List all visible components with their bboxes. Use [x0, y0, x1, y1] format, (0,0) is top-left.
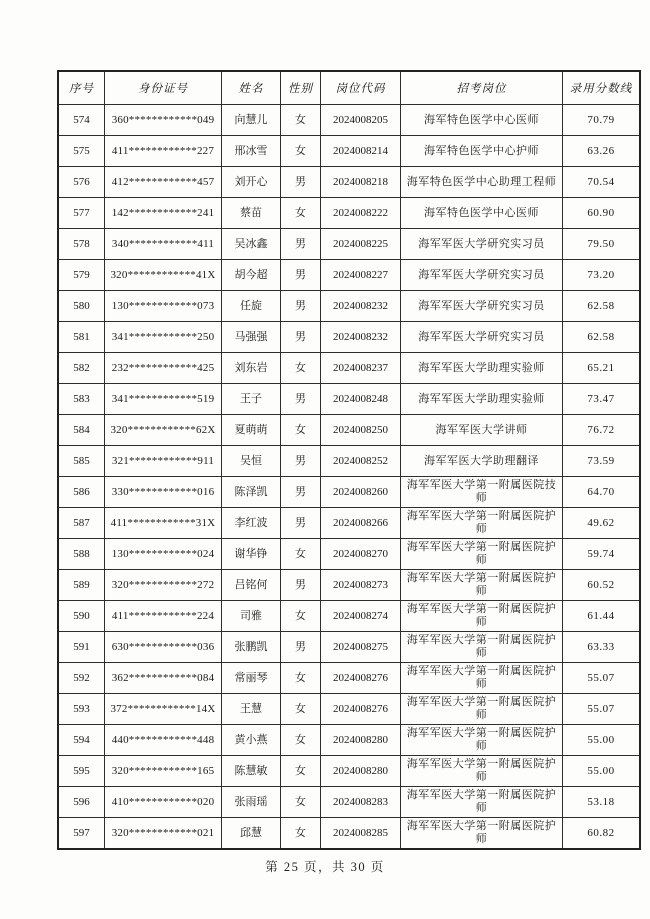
- table-row: [58, 291, 640, 322]
- cell-position: 海军军医大学第一附属医院技师: [401, 477, 563, 508]
- cell-id-number: 341************250: [105, 322, 222, 353]
- cell-serial: 587: [58, 508, 105, 539]
- cell-score: 53.18: [563, 787, 641, 818]
- cell-serial: 577: [58, 198, 105, 229]
- cell-gender: 男: [281, 632, 321, 663]
- table-row: [58, 477, 640, 508]
- table-row: [58, 136, 640, 167]
- cell-name: 吕铭何: [222, 570, 281, 601]
- cell-position: 海军军医大学第一附属医院护师: [401, 601, 563, 632]
- cell-position: 海军军医大学第一附属医院护师: [401, 539, 563, 570]
- cell-id-number: 320************41X: [105, 260, 222, 291]
- cell-name: 常丽琴: [222, 663, 281, 694]
- cell-id-number: 411************227: [105, 136, 222, 167]
- cell-position: 海军军医大学研究实习员: [401, 322, 563, 353]
- cell-job-code: 2024008222: [321, 198, 401, 229]
- cell-name: 任旋: [222, 291, 281, 322]
- cell-score: 60.82: [563, 818, 641, 850]
- cell-score: 79.50: [563, 229, 641, 260]
- cell-score: 55.00: [563, 725, 641, 756]
- cell-job-code: 2024008248: [321, 384, 401, 415]
- cell-job-code: 2024008280: [321, 756, 401, 787]
- cell-gender: 男: [281, 570, 321, 601]
- cell-serial: 581: [58, 322, 105, 353]
- table-row: [58, 260, 640, 291]
- cell-gender: 男: [281, 477, 321, 508]
- cell-score: 70.79: [563, 105, 641, 136]
- cell-gender: 女: [281, 105, 321, 136]
- cell-serial: 590: [58, 601, 105, 632]
- cell-id-number: 320************165: [105, 756, 222, 787]
- cell-job-code: 2024008276: [321, 694, 401, 725]
- table-header-row: [58, 71, 640, 105]
- table-body: [58, 105, 640, 850]
- cell-id-number: 320************021: [105, 818, 222, 850]
- cell-gender: 女: [281, 663, 321, 694]
- cell-serial: 582: [58, 353, 105, 384]
- cell-name: 刘开心: [222, 167, 281, 198]
- cell-position: 海军军医大学第一附属医院护师: [401, 756, 563, 787]
- column-header-job-code: 岗位代码: [321, 71, 401, 105]
- cell-name: 夏萌萌: [222, 415, 281, 446]
- cell-score: 73.20: [563, 260, 641, 291]
- cell-serial: 579: [58, 260, 105, 291]
- cell-name: 向慧儿: [222, 105, 281, 136]
- cell-job-code: 2024008218: [321, 167, 401, 198]
- cell-gender: 女: [281, 787, 321, 818]
- table-row: [58, 415, 640, 446]
- cell-name: 胡今超: [222, 260, 281, 291]
- column-header-gender: 性别: [281, 71, 321, 105]
- cell-score: 55.07: [563, 694, 641, 725]
- cell-job-code: 2024008232: [321, 322, 401, 353]
- cell-serial: 578: [58, 229, 105, 260]
- cell-position: 海军特色医学中心医师: [401, 105, 563, 136]
- cell-job-code: 2024008260: [321, 477, 401, 508]
- cell-score: 61.44: [563, 601, 641, 632]
- page-number-text: 第 25 页，共 30 页: [265, 860, 385, 874]
- cell-job-code: 2024008273: [321, 570, 401, 601]
- cell-job-code: 2024008227: [321, 260, 401, 291]
- cell-position: 海军特色医学中心护师: [401, 136, 563, 167]
- cell-position: 海军军医大学第一附属医院护师: [401, 508, 563, 539]
- cell-job-code: 2024008266: [321, 508, 401, 539]
- cell-job-code: 2024008237: [321, 353, 401, 384]
- cell-id-number: 372************14X: [105, 694, 222, 725]
- table-row: [58, 167, 640, 198]
- column-header-score-line: 录用分数线: [563, 71, 641, 105]
- column-header-name: 姓名: [222, 71, 281, 105]
- table-row: [58, 632, 640, 663]
- cell-name: 李红波: [222, 508, 281, 539]
- cell-name: 邱慧: [222, 818, 281, 850]
- cell-serial: 588: [58, 539, 105, 570]
- cell-gender: 男: [281, 229, 321, 260]
- cell-score: 64.70: [563, 477, 641, 508]
- cell-name: 马强强: [222, 322, 281, 353]
- cell-serial: 583: [58, 384, 105, 415]
- cell-position: 海军军医大学第一附属医院护师: [401, 663, 563, 694]
- cell-score: 60.52: [563, 570, 641, 601]
- cell-position: 海军特色医学中心医师: [401, 198, 563, 229]
- cell-name: 邢冰雪: [222, 136, 281, 167]
- cell-id-number: 341************519: [105, 384, 222, 415]
- cell-id-number: 412************457: [105, 167, 222, 198]
- cell-gender: 男: [281, 384, 321, 415]
- cell-score: 55.07: [563, 663, 641, 694]
- cell-gender: 女: [281, 136, 321, 167]
- cell-serial: 593: [58, 694, 105, 725]
- table-row: [58, 198, 640, 229]
- cell-serial: 575: [58, 136, 105, 167]
- cell-position: 海军军医大学助理翻译: [401, 446, 563, 477]
- table-row: [58, 694, 640, 725]
- cell-id-number: 142************241: [105, 198, 222, 229]
- cell-name: 黄小燕: [222, 725, 281, 756]
- cell-position: 海军军医大学第一附属医院护师: [401, 570, 563, 601]
- cell-id-number: 232************425: [105, 353, 222, 384]
- cell-position: 海军军医大学研究实习员: [401, 260, 563, 291]
- cell-serial: 584: [58, 415, 105, 446]
- cell-position: 海军军医大学助理实验师: [401, 384, 563, 415]
- cell-id-number: 411************31X: [105, 508, 222, 539]
- cell-job-code: 2024008214: [321, 136, 401, 167]
- table-row: [58, 818, 640, 850]
- recruitment-score-table: [57, 70, 641, 850]
- cell-score: 60.90: [563, 198, 641, 229]
- cell-serial: 595: [58, 756, 105, 787]
- page-footer: [0, 857, 650, 875]
- cell-id-number: 411************224: [105, 601, 222, 632]
- cell-job-code: 2024008270: [321, 539, 401, 570]
- cell-score: 76.72: [563, 415, 641, 446]
- cell-name: 陈慧敏: [222, 756, 281, 787]
- cell-gender: 男: [281, 291, 321, 322]
- cell-serial: 596: [58, 787, 105, 818]
- cell-name: 张鹏凯: [222, 632, 281, 663]
- cell-id-number: 410************020: [105, 787, 222, 818]
- cell-score: 63.33: [563, 632, 641, 663]
- cell-score: 70.54: [563, 167, 641, 198]
- cell-job-code: 2024008250: [321, 415, 401, 446]
- cell-position: 海军军医大学第一附属医院护师: [401, 694, 563, 725]
- cell-job-code: 2024008283: [321, 787, 401, 818]
- cell-job-code: 2024008225: [321, 229, 401, 260]
- cell-name: 谢华铮: [222, 539, 281, 570]
- cell-id-number: 320************272: [105, 570, 222, 601]
- cell-position: 海军军医大学第一附属医院护师: [401, 725, 563, 756]
- cell-gender: 男: [281, 322, 321, 353]
- table-row: [58, 787, 640, 818]
- cell-position: 海军军医大学助理实验师: [401, 353, 563, 384]
- cell-position: 海军军医大学研究实习员: [401, 229, 563, 260]
- cell-name: 司雅: [222, 601, 281, 632]
- cell-name: 吴冰鑫: [222, 229, 281, 260]
- cell-name: 王慧: [222, 694, 281, 725]
- cell-serial: 574: [58, 105, 105, 136]
- cell-gender: 女: [281, 694, 321, 725]
- cell-score: 73.59: [563, 446, 641, 477]
- cell-job-code: 2024008280: [321, 725, 401, 756]
- cell-serial: 597: [58, 818, 105, 850]
- column-header-position: 招考岗位: [401, 71, 563, 105]
- cell-position: 海军军医大学讲师: [401, 415, 563, 446]
- cell-id-number: 362************084: [105, 663, 222, 694]
- table-row: [58, 105, 640, 136]
- cell-score: 59.74: [563, 539, 641, 570]
- cell-id-number: 360************049: [105, 105, 222, 136]
- cell-serial: 586: [58, 477, 105, 508]
- cell-score: 62.58: [563, 322, 641, 353]
- cell-name: 蔡苗: [222, 198, 281, 229]
- table-row: [58, 446, 640, 477]
- cell-gender: 女: [281, 415, 321, 446]
- cell-score: 73.47: [563, 384, 641, 415]
- table-row: [58, 756, 640, 787]
- table-row: [58, 725, 640, 756]
- table-row: [58, 508, 640, 539]
- table-head: [58, 71, 640, 105]
- cell-score: 49.62: [563, 508, 641, 539]
- cell-serial: 592: [58, 663, 105, 694]
- cell-serial: 580: [58, 291, 105, 322]
- cell-id-number: 630************036: [105, 632, 222, 663]
- table-row: [58, 384, 640, 415]
- cell-gender: 女: [281, 539, 321, 570]
- cell-job-code: 2024008285: [321, 818, 401, 850]
- table-row: [58, 539, 640, 570]
- cell-gender: 女: [281, 818, 321, 850]
- cell-position: 海军军医大学第一附属医院护师: [401, 818, 563, 850]
- cell-id-number: 130************024: [105, 539, 222, 570]
- cell-job-code: 2024008275: [321, 632, 401, 663]
- cell-job-code: 2024008276: [321, 663, 401, 694]
- cell-serial: 591: [58, 632, 105, 663]
- cell-serial: 594: [58, 725, 105, 756]
- cell-gender: 女: [281, 601, 321, 632]
- cell-gender: 男: [281, 167, 321, 198]
- cell-name: 王子: [222, 384, 281, 415]
- cell-job-code: 2024008252: [321, 446, 401, 477]
- cell-gender: 男: [281, 260, 321, 291]
- cell-name: 陈泽凯: [222, 477, 281, 508]
- cell-gender: 女: [281, 198, 321, 229]
- column-header-id-number: 身份证号: [105, 71, 222, 105]
- cell-score: 55.00: [563, 756, 641, 787]
- cell-position: 海军军医大学第一附属医院护师: [401, 787, 563, 818]
- cell-position: 海军特色医学中心助理工程师: [401, 167, 563, 198]
- cell-id-number: 130************073: [105, 291, 222, 322]
- table-row: [58, 353, 640, 384]
- table-row: [58, 229, 640, 260]
- cell-name: 吴恒: [222, 446, 281, 477]
- cell-job-code: 2024008232: [321, 291, 401, 322]
- cell-gender: 男: [281, 446, 321, 477]
- table-row: [58, 601, 640, 632]
- cell-job-code: 2024008274: [321, 601, 401, 632]
- cell-id-number: 320************62X: [105, 415, 222, 446]
- cell-id-number: 330************016: [105, 477, 222, 508]
- cell-gender: 女: [281, 725, 321, 756]
- cell-score: 65.21: [563, 353, 641, 384]
- cell-job-code: 2024008205: [321, 105, 401, 136]
- cell-gender: 女: [281, 756, 321, 787]
- cell-score: 63.26: [563, 136, 641, 167]
- column-header-serial: 序号: [58, 71, 105, 105]
- table-row: [58, 570, 640, 601]
- cell-serial: 585: [58, 446, 105, 477]
- cell-gender: 女: [281, 353, 321, 384]
- cell-name: 刘东岩: [222, 353, 281, 384]
- cell-id-number: 321************911: [105, 446, 222, 477]
- cell-position: 海军军医大学第一附属医院护师: [401, 632, 563, 663]
- table-row: [58, 322, 640, 353]
- table-row: [58, 663, 640, 694]
- cell-score: 62.58: [563, 291, 641, 322]
- cell-serial: 589: [58, 570, 105, 601]
- cell-position: 海军军医大学研究实习员: [401, 291, 563, 322]
- cell-name: 张雨瑶: [222, 787, 281, 818]
- cell-id-number: 440************448: [105, 725, 222, 756]
- cell-gender: 男: [281, 508, 321, 539]
- cell-serial: 576: [58, 167, 105, 198]
- cell-id-number: 340************411: [105, 229, 222, 260]
